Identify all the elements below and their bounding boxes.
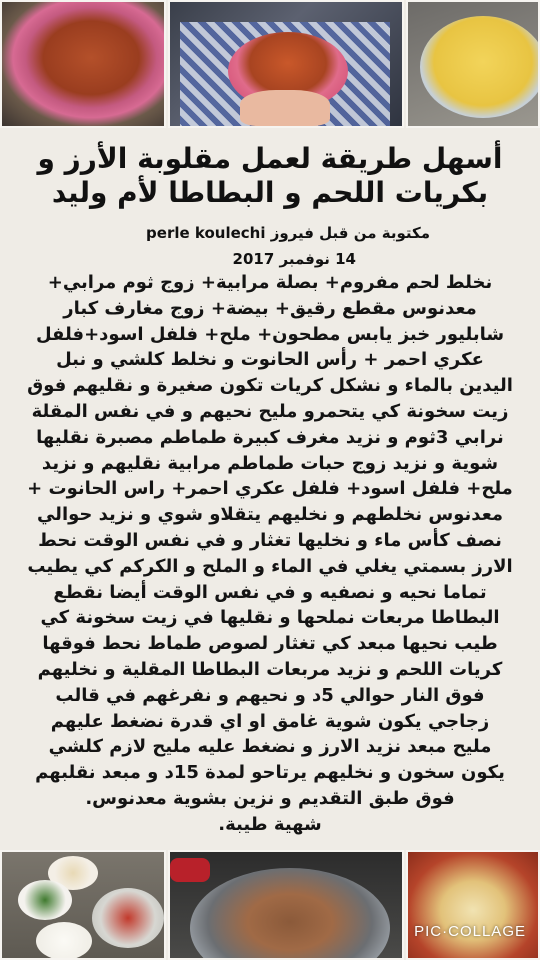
instruction-line: نرابي 3ثوم و نزيد مغرف كبيرة طماطم مصبرة نقليها xyxy=(36,426,504,448)
instruction-line: طيب نحيها مبعد كي تغثار لصوص طماط نحط فوقها xyxy=(42,633,498,655)
photo-ingredients xyxy=(0,850,166,960)
instruction-line: يكون سخون و نخليهم يرتاحو لمدة 15د و مبعد نقلبهم xyxy=(35,762,505,784)
instruction-line: معدنوس نخلطهم و نخليهم يتقلاو شوي و نزيد حوالي xyxy=(36,504,504,526)
instruction-line: مليح مبعد نزيد الارز و نضغط عليه مليح لازم كلشي xyxy=(48,736,492,758)
instruction-line: شوية و نزيد زوج حبات طماطم مرابية نقليهم و نزيد xyxy=(41,452,499,474)
instruction-line: الارز بسمتي يغلي في الماء و الملح و الكركم كي يطيب xyxy=(27,555,513,577)
bowl-parsley xyxy=(18,880,72,920)
instruction-line: معدنوس مقطع رقيق+ بيضة+ زوج مغارف كبار xyxy=(63,297,477,319)
rice-bowl xyxy=(420,16,540,118)
photo-flipping-dish xyxy=(168,0,404,128)
piccollage-watermark: PIC·COLLAGE xyxy=(414,923,526,940)
instruction-line: فوق النار حوالي 5د و نحيهم و نفرغهم في قالب xyxy=(55,684,485,706)
instruction-line: تماما نحيه و نصفيه و في نفس الوقت أيضا نقطع xyxy=(53,581,487,603)
photo-rice-bowl xyxy=(406,0,540,128)
recipe-title-line-2: بكريات اللحم و البطاطا لأم وليد xyxy=(51,176,489,209)
pan-handle xyxy=(170,858,210,882)
instruction-line: نخلط لحم مفروم+ بصلة مرابية+ زوج ثوم مرابي+ xyxy=(47,272,493,293)
recipe-card xyxy=(0,130,540,848)
instruction-line: اليدين بالماء و نشكل كريات تكون صغيرة و نقليهم فوق xyxy=(27,375,513,397)
photo-fried-potatoes xyxy=(406,850,540,960)
instruction-line: ملح+ فلفل اسود+ فلفل عكري احمر+ راس الحانوت + xyxy=(27,478,513,500)
instruction-line: البطاطا مربعات نملحها و نقليها في زيت سخونة كي xyxy=(40,607,500,629)
hand xyxy=(240,90,330,126)
instruction-line: عكري احمر + رأس الحانوت و نخلط كلشي و نبل xyxy=(56,349,484,371)
instruction-line: زيت سخونة كي يتحمرو مليح نحيهم و في نفس المقلة xyxy=(31,401,509,422)
recipe-title-line-1: أسهل طريقة لعمل مقلوبة الأرز و xyxy=(37,142,503,175)
recipe-date: 14 نوفمبر 2017 xyxy=(232,250,356,268)
instruction-line: كريات اللحم و نزيد مربعات البطاطا المقلية و نخليهم xyxy=(37,659,503,680)
instruction-line: شهية طيبة. xyxy=(218,813,322,835)
bowl-egg xyxy=(36,922,92,960)
instruction-line: نصف كأس ماء و نخليها تغثار و في نفس الوقت نحط xyxy=(38,530,502,551)
frying-pan xyxy=(190,868,390,960)
instruction-line: زجاجي يكون شوية غامق او اي قدرة نضغط عليهم xyxy=(50,710,490,732)
photo-finished-dish xyxy=(0,0,166,128)
instruction-line: شابليور خبز يابس مطحون+ ملح+ فلفل اسود+فلفل xyxy=(35,323,505,345)
instruction-line: فوق طبق التقديم و نزين بشوية معدنوس. xyxy=(85,788,455,809)
bowl-minced-meat xyxy=(92,888,164,948)
recipe-author: مكتوبة من قبل فيروز perle koulechi xyxy=(146,224,430,242)
photo-frying-meatballs xyxy=(168,850,404,960)
